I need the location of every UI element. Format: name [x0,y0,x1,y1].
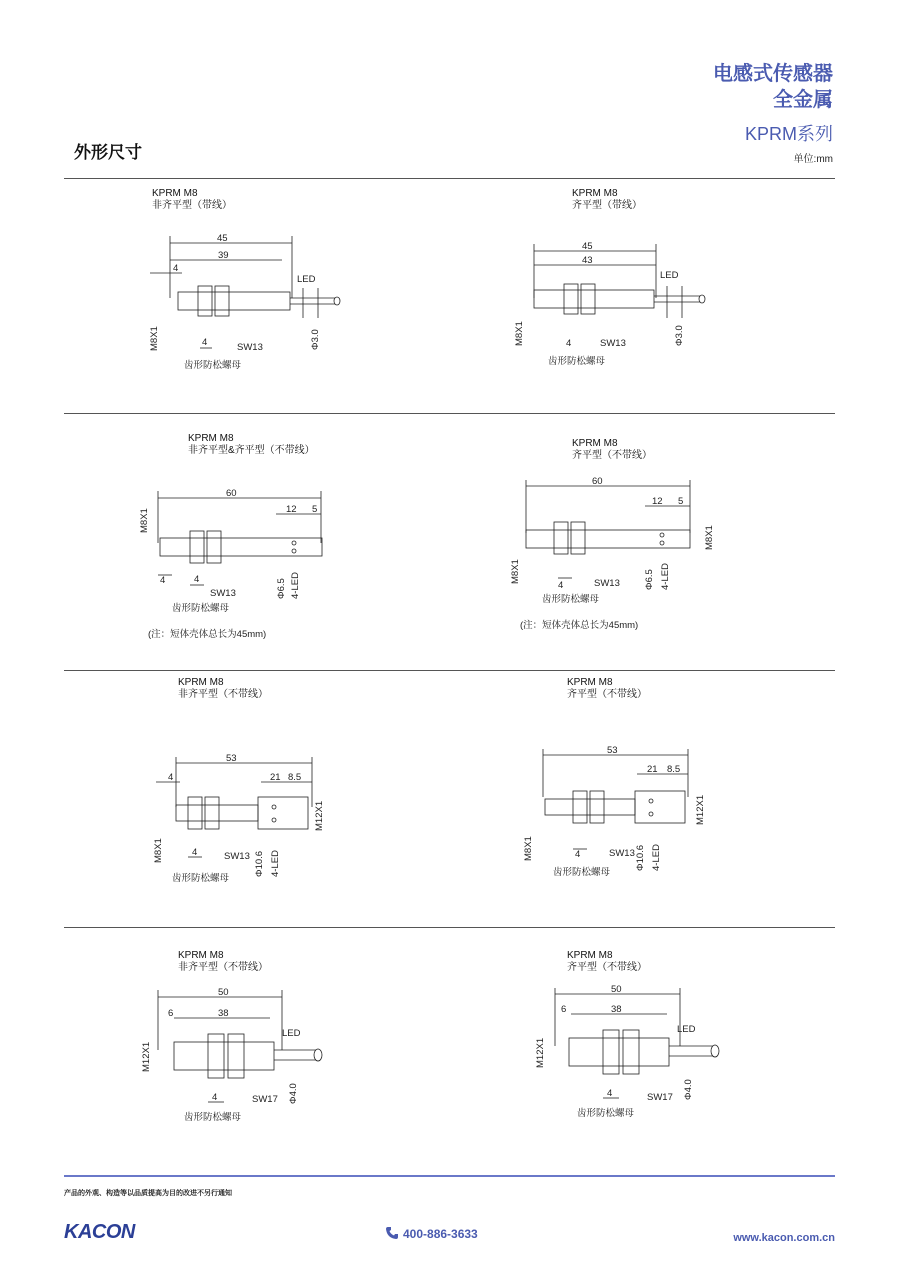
dim-label: 8.5 [288,772,302,783]
dim-label: 4 [566,338,572,349]
dim-label: 4 [607,1088,613,1099]
dimension-drawing [141,950,506,1140]
dim-label: Φ10.6 [254,850,265,877]
dim-label: SW17 [647,1092,673,1103]
company-logo: KACON [64,1221,135,1243]
nut-label: 齿形防松螺母 [542,594,600,605]
dim-label: M12X1 [314,800,325,831]
dim-label: 4-LED [270,850,281,877]
type-label: 非齐平型（带线） [152,200,232,211]
dim-label: 21 [270,772,281,783]
dim-label: 50 [218,987,229,998]
nut-label: 齿形防松螺母 [553,867,611,878]
divider [64,670,835,671]
dim-label: 12 [286,504,297,515]
dim-label: M8X1 [523,836,534,861]
dim-label: Φ4.0 [683,1079,694,1100]
type-label: 齐平型（不带线） [567,689,647,700]
type-label: 非齐平型（不带线） [178,689,268,700]
drawing-panel [510,438,899,658]
dim-label: 4 [194,574,200,585]
dim-label: 38 [611,1004,622,1015]
dim-label: SW13 [237,342,263,353]
dim-label: LED [677,1024,696,1035]
dim-label: 60 [592,476,603,487]
nut-label: 齿形防松螺母 [577,1108,635,1119]
model-label: KPRM M8 [572,188,618,199]
drawing-panel [514,188,899,408]
dim-label: M8X1 [510,559,521,584]
model-label: KPRM M8 [567,950,613,961]
dimension-drawing [140,188,480,388]
website-link[interactable]: www.kacon.com.cn [733,1232,835,1244]
dim-label: 53 [226,753,237,764]
dim-label: M8X1 [153,838,164,863]
model-label: KPRM M8 [567,677,613,688]
dim-label: 4 [160,575,166,586]
section-title: 外形尺寸 [74,143,142,162]
dim-label: 4 [558,580,564,591]
nut-label: 齿形防松螺母 [184,1112,242,1123]
nut-label: 齿形防松螺母 [172,603,230,614]
dim-label: 38 [218,1008,229,1019]
note-label: (注：短体壳体总长为45mm) [520,620,639,631]
dim-label: Φ3.0 [310,329,321,350]
dim-label: Φ6.5 [644,569,655,590]
dim-label: 4-LED [651,844,662,871]
dim-label: LED [297,274,316,285]
divider [64,927,835,928]
drawing-panel [140,188,480,408]
dim-label: 4 [212,1092,218,1103]
dim-label: 6 [168,1008,174,1019]
dim-label: Φ3.0 [674,325,685,346]
type-label: 齐平型（不带线） [572,450,652,461]
type-label: 非齐平型（不带线） [178,962,268,973]
nut-label: 齿形防松螺母 [184,360,242,371]
footer-divider [64,1175,835,1177]
dim-label: 21 [647,764,658,775]
dim-label: Φ6.5 [276,578,287,599]
drawing-panel [523,677,895,897]
divider [64,178,835,179]
dim-label: M8X1 [149,326,160,351]
dim-label: 6 [561,1004,567,1015]
dim-label: 4 [168,772,174,783]
dim-label: SW13 [600,338,626,349]
dim-label: SW13 [609,848,635,859]
dim-label: 4 [202,337,208,348]
dimension-drawing [523,677,895,887]
type-label: 非齐平型&齐平型（不带线） [188,445,315,456]
phone-contact [385,1226,478,1241]
unit-label: 单位:mm [793,154,833,165]
phone-number: 400-886-3633 [403,1227,478,1241]
dimension-drawing [510,438,899,658]
dimension-drawing [139,433,516,653]
dim-label: 60 [226,488,237,499]
nut-label: 齿形防松螺母 [548,356,606,367]
dim-label: Φ10.6 [635,844,646,871]
dim-label: 43 [582,255,593,266]
dim-label: SW13 [210,588,236,599]
dim-label: M12X1 [695,794,706,825]
dim-label: 5 [678,496,684,507]
drawing-panel [141,950,506,1170]
model-label: KPRM M8 [178,677,224,688]
title-line-2: 全金属 [773,89,833,111]
dim-label: SW17 [252,1094,278,1105]
model-label: KPRM M8 [188,433,234,444]
dim-label: LED [282,1028,301,1039]
dim-label: M8X1 [704,525,715,550]
series-name: KPRM系列 [744,124,833,144]
drawing-panel [139,433,516,653]
dim-label: 8.5 [667,764,681,775]
nut-label: 齿形防松螺母 [172,873,230,884]
model-label: KPRM M8 [152,188,198,199]
note-label: (注：短体壳体总长为45mm) [148,629,267,640]
dim-label: M8X1 [514,321,525,346]
dim-label: 5 [312,504,318,515]
dim-label: M12X1 [141,1041,152,1072]
dim-label: M8X1 [139,508,150,533]
dim-label: 4 [173,263,179,274]
drawing-panel [535,950,895,1170]
dimension-drawing [514,188,899,388]
dim-label: LED [660,270,679,281]
dimension-drawing [535,950,895,1140]
disclaimer-text: 产品的外观、构造等以品质提高为目的改进不另行通知 [64,1190,232,1197]
dim-label: 4-LED [660,563,671,590]
dim-label: Φ4.0 [288,1083,299,1104]
dim-label: 50 [611,984,622,995]
title-line-1: 电感式传感器 [713,63,833,85]
model-label: KPRM M8 [178,950,224,961]
dim-label: SW13 [594,578,620,589]
dim-label: 53 [607,745,618,756]
phone-icon [385,1226,399,1240]
dim-label: 45 [217,233,228,244]
dim-label: SW13 [224,851,250,862]
dimension-drawing [153,677,506,887]
dim-label: 12 [652,496,663,507]
dim-label: 39 [218,250,229,261]
dim-label: 45 [582,241,593,252]
type-label: 齐平型（带线） [572,200,642,211]
model-label: KPRM M8 [572,438,618,449]
type-label: 齐平型（不带线） [567,962,647,973]
divider [64,413,835,414]
dim-label: 4-LED [290,572,301,599]
dim-label: 4 [575,849,581,860]
dim-label: M12X1 [535,1037,546,1068]
drawing-panel [153,677,506,897]
dim-label: 4 [192,847,198,858]
